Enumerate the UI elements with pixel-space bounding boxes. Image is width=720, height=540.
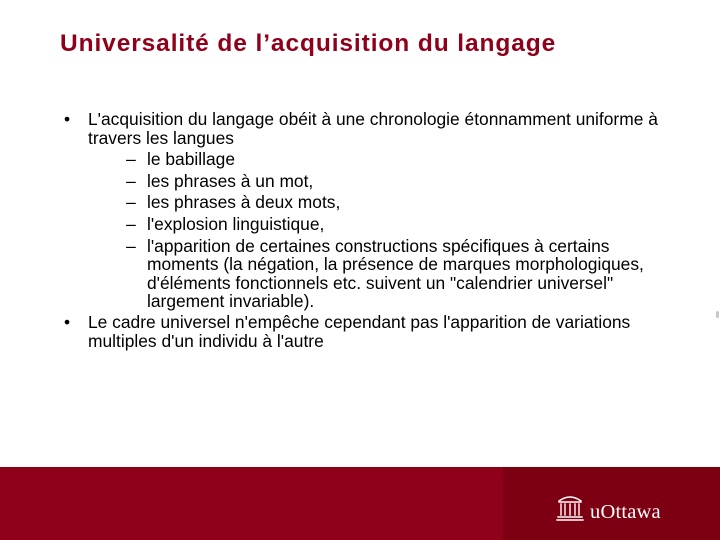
bullet-text: Le cadre universel n'empêche cependant pas l'apparition de variations multiples d'un individu à l'autre [88,311,631,351]
bullet-item-2 [60,313,670,350]
dash-marker: – [126,235,136,256]
uottawa-logo-text: uOttawa [590,501,661,523]
dash-marker: – [126,213,136,234]
dash-marker: – [126,149,136,170]
university-building-icon [556,492,584,522]
subitem-babillage [88,150,670,169]
bullet-marker: • [63,109,71,129]
subitem-text: les phrases à deux mots, [147,192,341,213]
subitem-phrases-un-mot [88,172,670,191]
slide-title: Universalité de l’acquisition du langage [60,30,557,57]
bullet-marker: • [63,311,71,332]
subitem-phrases-deux-mots [88,193,670,212]
edge-marker [716,311,719,318]
subitem-text: l'explosion linguistique, [147,213,325,234]
dash-marker: – [126,170,136,191]
subitem-text: les phrases à un mot, [147,170,314,191]
subitem-constructions-specifiques [88,237,670,311]
slide-content [60,110,670,350]
subitem-explosion-linguistique [88,215,670,234]
bullet-item-1 [60,110,670,311]
subitem-text: l'apparition de certaines constructions spécifiques à certains moments (la négation, la présence de marques morphologiques, d'éléments fonctionnels etc. suivent un "calendrier universel" largement invariable). [147,235,644,312]
bullet-text: L'acquisition du langage obéit à une chronologie étonnamment uniforme à travers les langues [88,109,658,148]
dash-marker: – [126,192,136,213]
subitem-text: le babillage [147,149,235,170]
